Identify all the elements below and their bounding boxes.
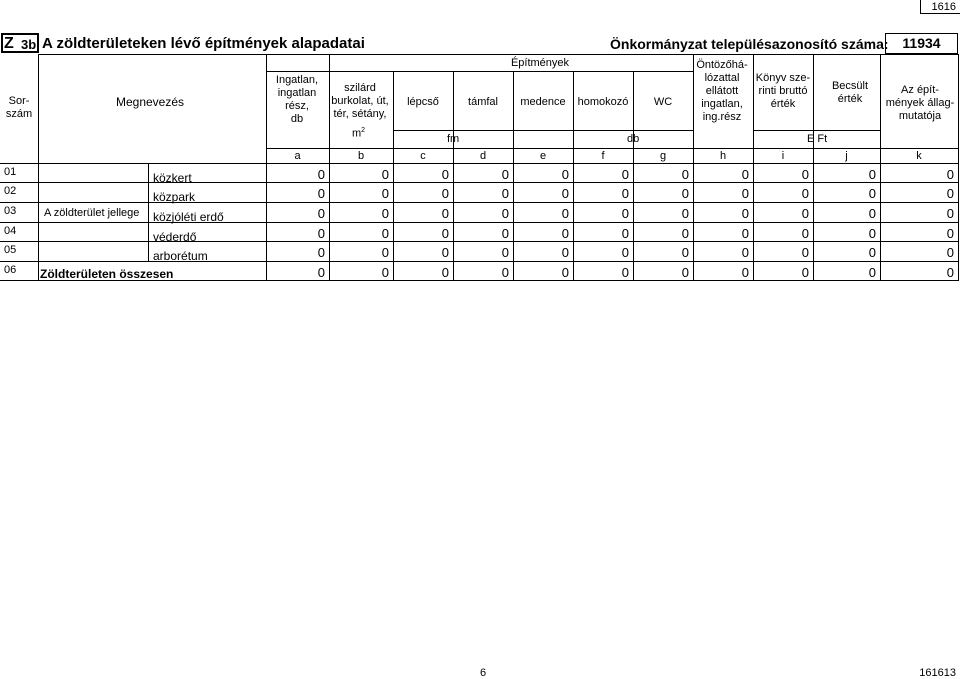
col-homokozo: homokozó [577,96,629,108]
table-cell: 0 [561,206,569,221]
col-letter-a: a [294,150,301,162]
table-cell: 0 [801,167,809,182]
unit-fm: fm [447,133,460,145]
table-cell: 0 [621,186,629,201]
table-cell: 0 [561,226,569,241]
table-cell: 0 [741,206,749,221]
rule-letters-bottom [0,163,958,164]
col-szilard-unit: $m^2$ [352,127,366,140]
rule-row-1 [0,182,958,183]
col-letter-g: g [659,150,667,162]
table-cell: 0 [868,245,876,260]
table-cell: 0 [681,206,689,221]
footer-page-number: 6 [480,667,487,679]
rule-v-col-9 [813,54,814,281]
col-letter-c: c [420,150,426,162]
row-code: 04 [4,225,17,237]
table-cell: 0 [317,245,325,260]
table-cell: 0 [801,206,809,221]
col-letter-j: j [845,150,848,162]
col-allag: Az épít- mények állag- mutatója [885,84,955,122]
rule-fm-db [393,130,693,131]
table-cell: 0 [441,186,449,201]
table-cell: 0 [381,206,389,221]
table-cell: 0 [801,265,809,280]
table-cell: 0 [381,265,389,280]
table-cell: 0 [621,245,629,260]
table-cell: 0 [381,186,389,201]
col-letter-b: b [357,150,365,162]
table-cell: 0 [741,167,749,182]
table-cell: 0 [561,265,569,280]
page-title: A zöldterületeken lévő építmények alapadatai [42,35,365,52]
col-medence: medence [520,96,566,108]
row-name: arborétum [153,249,208,263]
table-cell: 0 [501,206,509,221]
col-letter-f: f [601,150,605,162]
row-name: közjóléti erdő [153,210,224,224]
table-cell: 0 [868,167,876,182]
table-cell: 0 [946,245,954,260]
table-cell: 0 [741,226,749,241]
table-cell: 0 [441,265,449,280]
row-name: véderdő [153,230,197,244]
rule-header-bottom [266,148,958,149]
table-cell: 0 [381,167,389,182]
table-cell: 0 [868,226,876,241]
rule-epitmenyek [266,71,693,72]
table-cell: 0 [741,245,749,260]
table-cell: 0 [621,226,629,241]
table-cell: 0 [317,167,325,182]
table-cell: 0 [681,245,689,260]
col-letter-i: i [781,150,785,162]
rule-v-subname [148,163,149,262]
table-cell: 0 [741,265,749,280]
table-cell: 0 [681,186,689,201]
rule-row-4 [0,241,958,242]
row-code: 05 [4,244,17,256]
col-szilard: szilárd burkolat, út, tér, sétány, [331,82,389,120]
table-cell: 0 [801,245,809,260]
table-cell: 0 [381,245,389,260]
table-cell: 0 [501,245,509,260]
table-cell: 0 [946,265,954,280]
total-row-label: Zöldterületen összesen [40,267,174,281]
col-letter-h: h [719,150,727,162]
table-cell: 0 [561,186,569,201]
table-cell: 0 [946,206,954,221]
col-konyv: Könyv sze- rinti bruttó érték [755,72,811,110]
row-name: közkert [153,171,192,185]
top-page-number: 1616 [920,0,960,14]
table-cell: 0 [381,226,389,241]
table-cell: 0 [501,186,509,201]
col-ontozo: Öntözőhá- lózattal ellátott ingatlan, ing.rész [696,59,748,123]
table-cell: 0 [946,167,954,182]
group-label: A zöldterület jellege [44,207,140,219]
row-code: 06 [4,264,17,276]
table-code: 3b [21,37,37,52]
table-cell: 0 [561,245,569,260]
table-cell: 0 [868,265,876,280]
table-cell: 0 [501,167,509,182]
table-cell: 0 [621,206,629,221]
table-cell: 0 [621,167,629,182]
table-cell: 0 [441,226,449,241]
col-lepcso: lépcső [407,96,439,108]
table-cell: 0 [317,265,325,280]
col-epitmenyek: Építmények [510,57,570,69]
table-cell: 0 [501,226,509,241]
table-cell: 0 [317,186,325,201]
rule-row-2 [0,202,958,203]
table-cell: 0 [681,167,689,182]
col-megnevezes: Megnevezés [115,95,185,109]
rule-eft [753,130,880,131]
rule-v-sorszam [38,54,39,280]
col-ingatlan: Ingatlan, ingatlan rész, db [275,74,319,125]
table-cell: 0 [317,206,325,221]
table-cell: 0 [801,186,809,201]
table-cell: 0 [681,265,689,280]
table-cell: 0 [621,265,629,280]
table-cell: 0 [441,206,449,221]
table-cell: 0 [441,245,449,260]
col-letter-k: k [916,150,922,162]
col-becsult: Becsült érték [831,80,869,105]
z-letter: Z [4,35,14,52]
azon-label: Önkormányzat településazonosító száma: [610,36,889,52]
col-wc: WC [653,96,673,108]
col-letter-d: d [479,150,487,162]
rule-row-5 [0,261,958,262]
table-cell: 0 [868,186,876,201]
footer-code: 161613 [919,667,956,679]
row-code: 03 [4,205,17,217]
col-sorszam: Sor- szám [5,95,33,120]
col-tamfal: támfal [468,96,498,108]
rule-top [39,54,958,55]
col-letter-e: e [539,150,547,162]
table-cell: 0 [317,226,325,241]
table-cell: 0 [801,226,809,241]
rule-row-3 [0,222,958,223]
table-cell: 0 [741,186,749,201]
table-cell: 0 [441,167,449,182]
table-cell: 0 [868,206,876,221]
unit-db: db [627,133,640,145]
unit-eft: E Ft [807,133,828,145]
row-code: 02 [4,185,17,197]
azon-value: 11934 [885,33,958,54]
table-cell: 0 [946,226,954,241]
row-code: 01 [4,166,17,178]
table-cell: 0 [561,167,569,182]
table-cell: 0 [501,265,509,280]
table-cell: 0 [681,226,689,241]
row-name: közpark [153,190,196,204]
table-cell: 0 [946,186,954,201]
